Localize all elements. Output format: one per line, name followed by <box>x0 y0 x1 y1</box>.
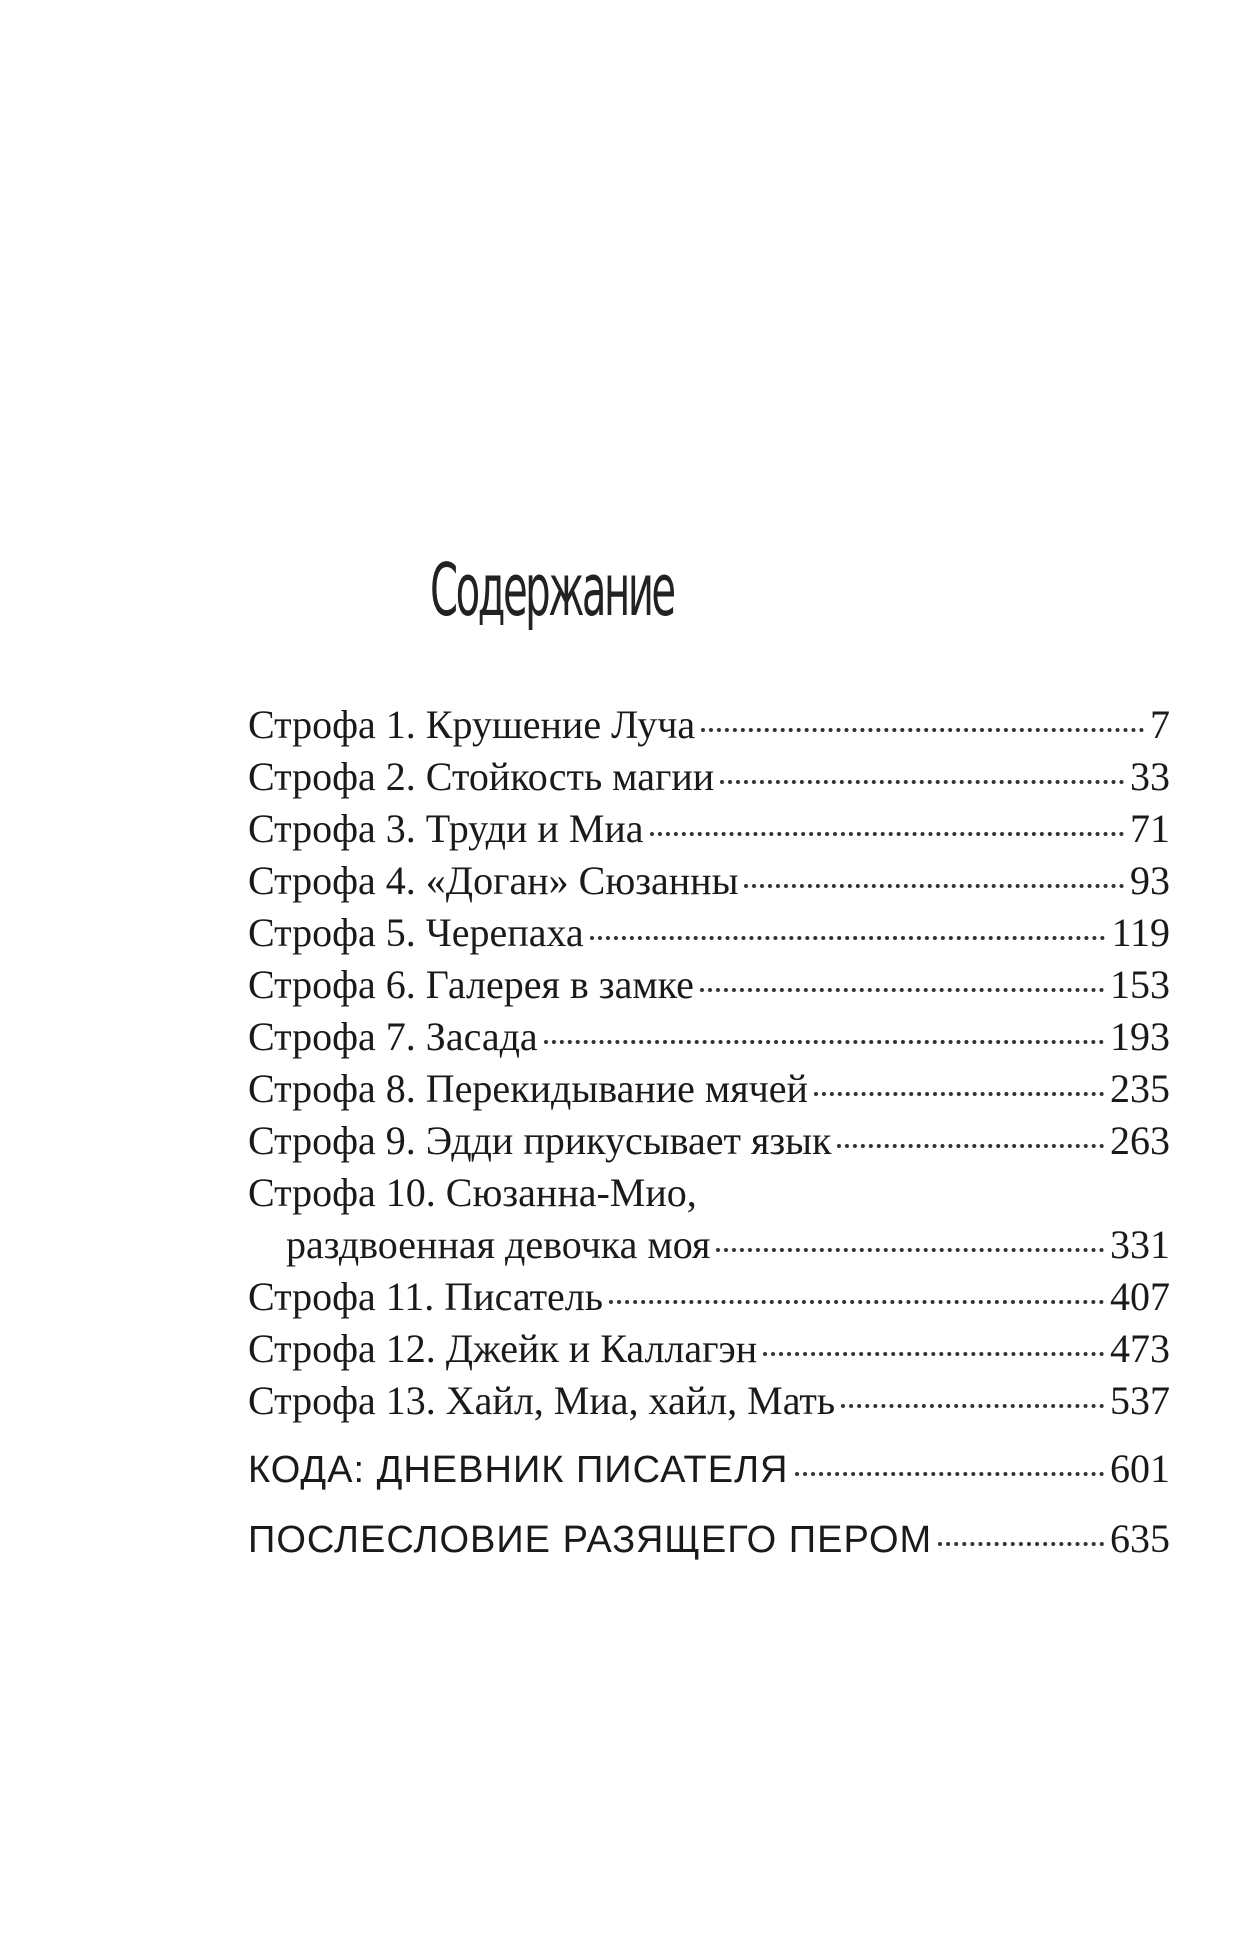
dot-leader <box>938 1542 1104 1546</box>
toc-entry-page: 635 <box>1110 1516 1170 1561</box>
dot-leader <box>763 1352 1104 1356</box>
dot-leader <box>716 1248 1104 1252</box>
toc-entry-page: 331 <box>1110 1222 1170 1267</box>
dot-leader <box>700 988 1104 992</box>
toc-entry-9 <box>248 1115 1170 1167</box>
toc-entry-label: Строфа 11. Писатель <box>248 1274 603 1319</box>
table-of-contents <box>248 699 1170 1567</box>
dot-leader <box>744 884 1124 888</box>
toc-entry-3 <box>248 803 1170 855</box>
toc-entry-label: Строфа 2. Стойкость магии <box>248 754 715 799</box>
toc-entry-13 <box>248 1375 1170 1427</box>
toc-entry-11 <box>248 1271 1170 1323</box>
toc-entry-label: Строфа 7. Засада <box>248 1014 538 1059</box>
toc-entry-12 <box>248 1323 1170 1375</box>
toc-entry-label: Строфа 3. Труди и Миа <box>248 806 644 851</box>
dot-leader <box>814 1092 1104 1096</box>
toc-entry-7 <box>248 1011 1170 1063</box>
toc-entry-page: 235 <box>1110 1066 1170 1111</box>
toc-entry-4 <box>248 855 1170 907</box>
dot-leader <box>720 780 1124 784</box>
dot-leader <box>837 1144 1104 1148</box>
toc-entry-afterword <box>248 1511 1170 1567</box>
toc-entry-page: 537 <box>1110 1378 1170 1423</box>
toc-entry-label: КОДА: ДНЕВНИК ПИСАТЕЛЯ <box>248 1449 789 1491</box>
toc-entry-6 <box>248 959 1170 1011</box>
dot-leader <box>650 832 1124 836</box>
toc-entry-coda <box>248 1441 1170 1497</box>
dot-leader <box>841 1404 1104 1408</box>
toc-entry-page: 7 <box>1150 702 1170 747</box>
toc-entry-10-line-1 <box>248 1167 1170 1219</box>
toc-entry-label-continuation: раздвоенная девочка моя <box>286 1222 711 1267</box>
dot-leader <box>609 1300 1104 1304</box>
dot-leader <box>795 1472 1105 1476</box>
toc-entry-label: Строфа 8. Перекидывание мячей <box>248 1066 808 1111</box>
toc-entry-page: 71 <box>1130 806 1170 851</box>
toc-entry-5 <box>248 907 1170 959</box>
toc-entry-label: Строфа 10. Сюзанна-Мио, <box>248 1170 697 1215</box>
toc-entry-label: Строфа 13. Хайл, Миа, хайл, Мать <box>248 1378 836 1423</box>
toc-entry-1 <box>248 699 1170 751</box>
toc-entry-page: 119 <box>1111 910 1170 955</box>
toc-entry-page: 153 <box>1110 962 1170 1007</box>
toc-entry-label: Строфа 12. Джейк и Каллагэн <box>248 1326 758 1371</box>
toc-entry-label: Строфа 6. Галерея в замке <box>248 962 694 1007</box>
toc-entry-label: Строфа 1. Крушение Луча <box>248 702 696 747</box>
toc-entry-page: 601 <box>1110 1446 1170 1491</box>
toc-entry-page: 33 <box>1130 754 1170 799</box>
toc-entry-page: 93 <box>1130 858 1170 903</box>
toc-entry-page: 263 <box>1110 1118 1170 1163</box>
toc-entry-2 <box>248 751 1170 803</box>
toc-entry-label: Строфа 5. Черепаха <box>248 910 584 955</box>
dot-leader <box>701 728 1144 732</box>
toc-entry-10-line-2 <box>248 1219 1170 1271</box>
toc-entry-label: Строфа 4. «Доган» Сюзанны <box>248 858 739 903</box>
toc-entry-label: Строфа 9. Эдди прикусывает язык <box>248 1118 832 1163</box>
dot-leader <box>544 1040 1104 1044</box>
toc-entry-8 <box>248 1063 1170 1115</box>
dot-leader <box>590 936 1106 940</box>
page-title: Содержание <box>430 548 674 632</box>
toc-entry-page: 193 <box>1110 1014 1170 1059</box>
toc-entry-page: 407 <box>1110 1274 1170 1319</box>
toc-entry-label: ПОСЛЕСЛОВИЕ РАЗЯЩЕГО ПЕРОМ <box>248 1519 933 1561</box>
toc-entry-page: 473 <box>1110 1326 1170 1371</box>
